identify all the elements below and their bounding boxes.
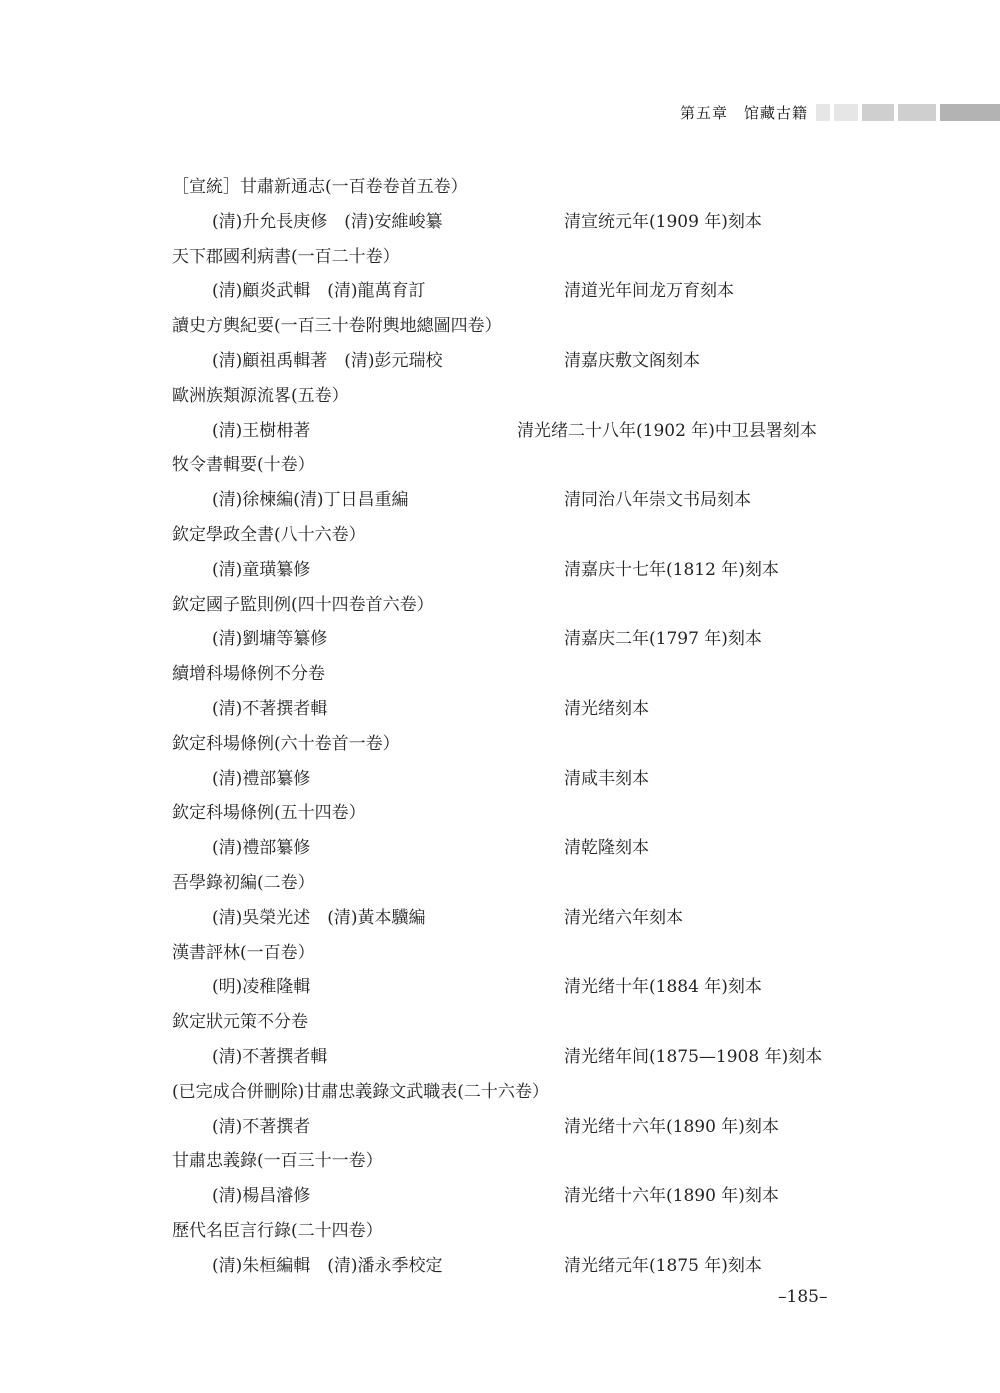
entry-title: 讀史方輿紀要(一百三十卷附輿地總圖四卷） <box>172 316 502 337</box>
entry-edition: 清光绪刻本 <box>564 698 649 719</box>
entry-detail <box>172 414 872 449</box>
entry-title: 牧令書輯要(十卷） <box>172 455 315 476</box>
entry-edition: 清光绪十六年(1890 年)刻本 <box>564 1116 779 1137</box>
entry-edition: 清嘉庆敷文阁刻本 <box>564 350 700 371</box>
entry-title: 欽定狀元策不分卷 <box>172 1012 308 1033</box>
header-bar-3 <box>862 104 894 121</box>
entry-detail <box>172 831 872 866</box>
entry-edition: 清光绪元年(1875 年)刻本 <box>564 1255 762 1276</box>
entry-detail <box>172 1249 872 1284</box>
chapter-title: 第五章 馆藏古籍 <box>679 104 808 122</box>
entry-detail <box>172 1179 872 1214</box>
entry-title: 欽定科場條例(五十四卷） <box>172 803 366 824</box>
entry-title: ［宣統］甘肅新通志(一百卷卷首五卷） <box>172 177 468 197</box>
entry-title: 欽定學政全書(八十六卷） <box>172 524 366 545</box>
running-header <box>0 100 1000 126</box>
entry-detail <box>172 622 872 657</box>
entry-detail <box>172 692 872 727</box>
entry-edition: 清光绪六年刻本 <box>564 907 683 928</box>
entry-detail <box>172 901 872 936</box>
entry-edition: 清道光年间龙万育刻本 <box>564 281 734 302</box>
entry-edition: 清光绪二十八年(1902 年)中卫县署刻本 <box>517 420 817 441</box>
entry-edition: 清咸丰刻本 <box>564 768 649 789</box>
entry-author: (清)吳榮光述 (清)黃本驥編 <box>212 907 426 928</box>
entry-author: (清)顧炎武輯 (清)龍萬育訂 <box>212 281 426 302</box>
entry-author: (清)朱桓編輯 (清)潘永季校定 <box>212 1255 443 1276</box>
entry-edition: 清嘉庆十七年(1812 年)刻本 <box>564 559 779 580</box>
entry-edition: 清同治八年崇文书局刻本 <box>564 490 751 511</box>
entry-edition: 清乾隆刻本 <box>564 838 649 859</box>
entry-detail <box>172 970 872 1005</box>
entry-detail <box>172 553 872 588</box>
entry-author: (清)童璜纂修 <box>212 559 311 580</box>
entry-author: (清)顧祖禹輯著 (清)彭元瑞校 <box>212 350 443 371</box>
entry-title: 歷代名臣言行錄(二十四卷） <box>172 1220 383 1241</box>
header-bar-2 <box>834 104 858 121</box>
entry-author: (清)劉墉等纂修 <box>212 629 328 650</box>
entry-detail <box>172 762 872 797</box>
entry-title: 吾學錄初編(二卷） <box>172 872 315 893</box>
entry-edition: 清光绪年间(1875—1908 年)刻本 <box>564 1046 823 1067</box>
entry-title: 欽定國子監則例(四十四卷首六卷） <box>172 594 434 615</box>
entry-title: 歐洲族類源流畧(五卷） <box>172 385 349 406</box>
entry-detail <box>172 1040 872 1075</box>
entry-author: (清)禮部纂修 <box>212 838 311 859</box>
entry-title: 欽定科場條例(六十卷首一卷） <box>172 733 400 754</box>
entry-author: (清)不著撰者 <box>212 1116 311 1137</box>
entry-detail <box>172 205 872 240</box>
entry-author: (清)不著撰者輯 <box>212 1046 328 1067</box>
entry-detail <box>172 344 872 379</box>
entry-title: 續增科場條例不分卷 <box>172 664 325 685</box>
entry-author: (明)凌稚隆輯 <box>212 977 311 998</box>
entry-title: 天下郡國利病書(一百二十卷） <box>172 246 400 267</box>
entry-author: (清)不著撰者輯 <box>212 698 328 719</box>
header-bar-5 <box>940 104 1000 121</box>
entry-author: (清)禮部纂修 <box>212 768 311 789</box>
entry-title: 漢書評林(一百卷） <box>172 942 315 963</box>
entry-edition: 清光绪十六年(1890 年)刻本 <box>564 1186 779 1207</box>
entry-edition: 清宣统元年(1909 年)刻本 <box>564 211 762 232</box>
entry-title: 甘肅忠義錄(一百三十一卷） <box>172 1151 383 1172</box>
header-bar-1 <box>816 104 830 121</box>
entry-author: (清)楊昌濬修 <box>212 1186 311 1207</box>
entry-author: (清)王樹枏著 <box>212 420 311 441</box>
entry-detail <box>172 274 872 309</box>
entry-edition: 清嘉庆二年(1797 年)刻本 <box>564 629 762 650</box>
entry-edition: 清光绪十年(1884 年)刻本 <box>564 977 762 998</box>
page-number: –185– <box>778 1287 828 1307</box>
entry-title: (已完成合併刪除)甘肅忠義錄文武職表(二十六卷） <box>172 1081 549 1102</box>
catalog-entries <box>172 170 872 1284</box>
entry-detail <box>172 483 872 518</box>
entry-author: (清)徐楝編(清)丁日昌重編 <box>212 490 409 511</box>
entry-detail <box>172 1110 872 1145</box>
header-bar-4 <box>898 104 936 121</box>
entry-author: (清)升允長庚修 (清)安維峻纂 <box>212 211 443 232</box>
